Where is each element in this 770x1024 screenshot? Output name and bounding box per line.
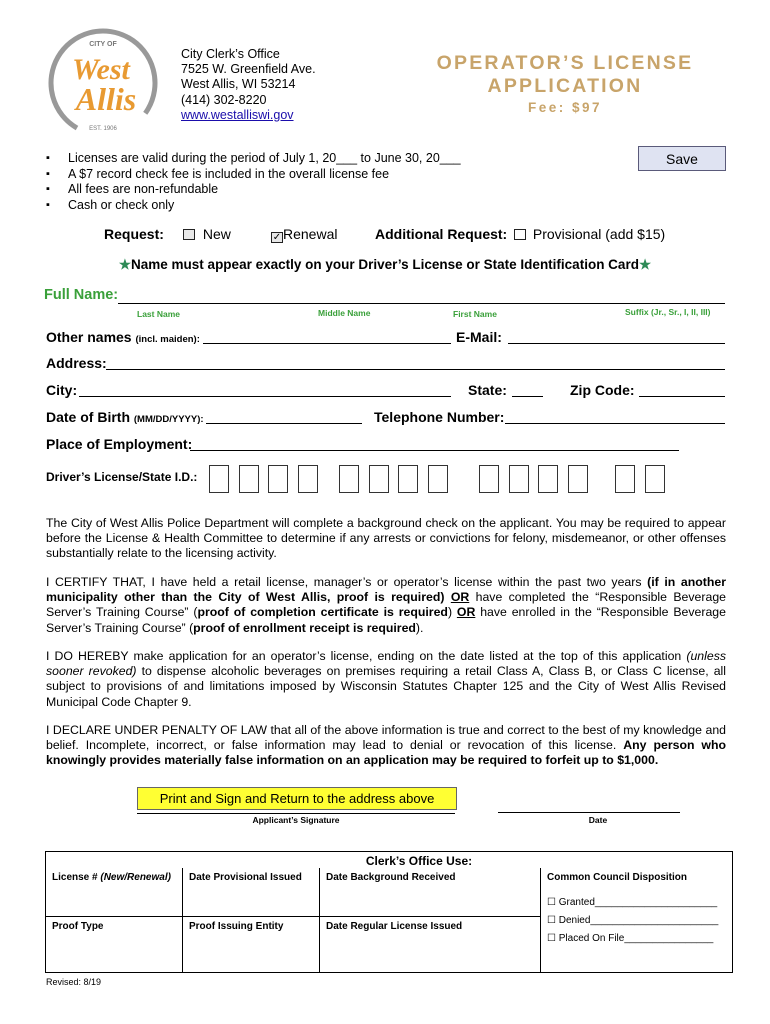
office-name: City Clerk’s Office <box>181 47 280 61</box>
license-number-cell[interactable]: License # (New/Renewal) <box>46 868 183 916</box>
state-field[interactable] <box>512 396 543 397</box>
city-label: City: <box>46 382 78 398</box>
new-label: New <box>202 226 231 242</box>
provisional-label: Provisional (add $15) <box>532 226 666 242</box>
bullet-item: ▪ Licenses are valid during the period of July 1, 20___ to June 30, 20___ <box>46 151 461 167</box>
logo-allis: Allis <box>75 81 137 117</box>
license-digit-box[interactable] <box>615 465 635 493</box>
renewal-checkbox[interactable]: ✓ <box>272 232 282 243</box>
license-digit-box[interactable] <box>239 465 259 493</box>
first-name-label: First Name <box>453 309 497 319</box>
license-digit-box[interactable] <box>428 465 448 493</box>
title-line2: APPLICATION <box>487 75 643 97</box>
full-name-label: Full Name: <box>44 287 119 303</box>
date-line[interactable] <box>498 812 680 813</box>
applicant-signature-line[interactable] <box>137 813 455 814</box>
star-icon: ★ <box>118 257 132 272</box>
license-digit-box[interactable] <box>568 465 588 493</box>
license-digit-box[interactable] <box>645 465 665 493</box>
print-button[interactable]: Print and Sign and Return to the address above <box>137 787 457 810</box>
date-background-cell[interactable]: Date Background Received <box>320 868 541 916</box>
office-address <box>181 47 316 123</box>
additional-request-label: Additional Request: <box>375 226 508 242</box>
renewal-label: Renewal <box>283 226 338 242</box>
logo-est: EST. 1906 <box>89 126 117 132</box>
info-bullets <box>46 151 461 213</box>
council-disposition-cell: Common Council Disposition ☐ Granted______________________ ☐ Denied_______________________ ☐ Placed On File________________ <box>541 868 733 972</box>
background-check-paragraph: The City of West Allis Police Department will complete a background check on the applicant. You may be required to appear before the License & Health Committee to determine if any arrests or convictions for felony, misdemeanor, or other offenses substantially relate to the licensing activity. <box>46 516 726 561</box>
zip-label: Zip Code: <box>570 382 635 398</box>
logo-west: West <box>72 53 130 86</box>
zip-field[interactable] <box>639 396 725 397</box>
bullet-item: ▪ All fees are non-refundable <box>46 182 461 198</box>
provisional-checkbox[interactable] <box>514 229 526 240</box>
bullet-item: ▪ Cash or check only <box>46 198 461 214</box>
address-label: Address: <box>46 355 107 371</box>
employment-label: Place of Employment: <box>46 436 193 452</box>
form-title <box>420 52 710 98</box>
certify-paragraph: I CERTIFY THAT, I have held a retail license, manager’s or operator’s license within the past two years (if in another municipality other than the City of West Allis, proof is required) OR have completed the “Responsible Beverage Server’s Training Course” (proof of completion certificate is required) OR have enrolled in the “Responsible Beverage Server’s Training Course” (proof of enrollment receipt is required). <box>46 575 727 635</box>
revised-date: Revised: 8/19 <box>46 977 102 987</box>
telephone-field[interactable] <box>505 423 725 424</box>
placed-on-file-checkbox[interactable]: ☐ Placed On File________________ <box>547 933 714 944</box>
applicant-signature-label: Applicant’s Signature <box>252 815 340 825</box>
license-digit-box[interactable] <box>209 465 229 493</box>
granted-checkbox[interactable]: ☐ Granted______________________ <box>547 897 718 908</box>
city-logo <box>44 24 162 142</box>
dob-field[interactable] <box>206 423 362 424</box>
date-provisional-cell[interactable]: Date Provisional Issued <box>183 868 320 916</box>
middle-name-label: Middle Name <box>318 308 371 318</box>
name-notice <box>0 257 770 273</box>
dob-label: Date of Birth (MM/DD/YYYY): <box>46 409 204 425</box>
request-label: Request: <box>104 226 164 242</box>
last-name-label: Last Name <box>137 309 180 319</box>
address-field[interactable] <box>106 369 725 370</box>
star-icon: ★ <box>638 257 652 272</box>
telephone-label: Telephone Number: <box>374 409 505 425</box>
office-city: West Allis, WI 53214 <box>181 77 296 92</box>
date-regular-cell[interactable]: Date Regular License Issued <box>320 916 541 972</box>
employment-field[interactable] <box>190 450 679 451</box>
renewal-option[interactable] <box>271 226 337 243</box>
office-phone: (414) 302-8220 <box>181 92 267 107</box>
license-digit-box[interactable] <box>369 465 389 493</box>
email-label: E-Mail: <box>456 329 502 345</box>
bullet-item: ▪ A $7 record check fee is included in the overall license fee <box>46 167 461 183</box>
provisional-option[interactable] <box>514 226 665 242</box>
other-names-label: Other names (incl. maiden): <box>46 329 200 345</box>
drivers-license-label: Driver’s License/State I.D.: <box>46 470 198 484</box>
license-digit-box[interactable] <box>298 465 318 493</box>
clerk-title: Clerk’s Office Use: <box>46 852 733 869</box>
license-digit-box[interactable] <box>268 465 288 493</box>
email-field[interactable] <box>508 343 725 344</box>
license-digit-box[interactable] <box>538 465 558 493</box>
state-label: State: <box>468 382 507 398</box>
application-paragraph: I DO HEREBY make application for an operator’s license, ending on the date listed at the top of this application (unless sooner revoked) to dispense alcoholic beverages on premises requiring a retail Class A, Class B, or Class C license, all subject to provisions of and limitations imposed by Wisconsin Statutes Chapter 125 and the City of West Allis Revised Municipal Code Chapter 9. <box>46 649 726 709</box>
new-checkbox[interactable] <box>183 229 195 240</box>
date-label: Date <box>588 815 608 825</box>
proof-entity-cell[interactable]: Proof Issuing Entity <box>183 916 320 972</box>
title-line1: OPERATOR’S LICENSE <box>436 52 694 74</box>
office-street: 7525 W. Greenfield Ave. <box>181 62 316 77</box>
new-option[interactable] <box>183 226 231 242</box>
save-button[interactable]: Save <box>638 146 726 171</box>
fee-label: Fee: $97 <box>527 100 603 115</box>
logo-city-of: CITY OF <box>89 41 117 48</box>
other-names-field[interactable] <box>203 343 451 344</box>
denied-checkbox[interactable]: ☐ Denied_______________________ <box>547 915 719 926</box>
license-digit-box[interactable] <box>339 465 359 493</box>
license-digit-box[interactable] <box>398 465 418 493</box>
license-digit-box[interactable] <box>509 465 529 493</box>
proof-type-cell[interactable]: Proof Type <box>46 916 183 972</box>
suffix-label: Suffix (Jr., Sr., I, II, III) <box>625 307 711 317</box>
license-digit-box[interactable] <box>479 465 499 493</box>
city-field[interactable] <box>79 396 451 397</box>
declaration-paragraph: I DECLARE UNDER PENALTY OF LAW that all of the above information is true and correct to the best of my knowledge and belief. Incomplete, incorrect, or false information may lead to denial or revocation of this license. Any person who knowingly provides materially false information on an application may be required to forfeit up to $1,000. <box>46 723 727 768</box>
full-name-line[interactable] <box>118 303 725 304</box>
website-link[interactable]: www.westalliswi.gov <box>181 107 294 122</box>
clerk-use-table <box>45 851 733 973</box>
notice-text: Name must appear exactly on your Driver’s License or State Identification Card <box>131 257 639 272</box>
